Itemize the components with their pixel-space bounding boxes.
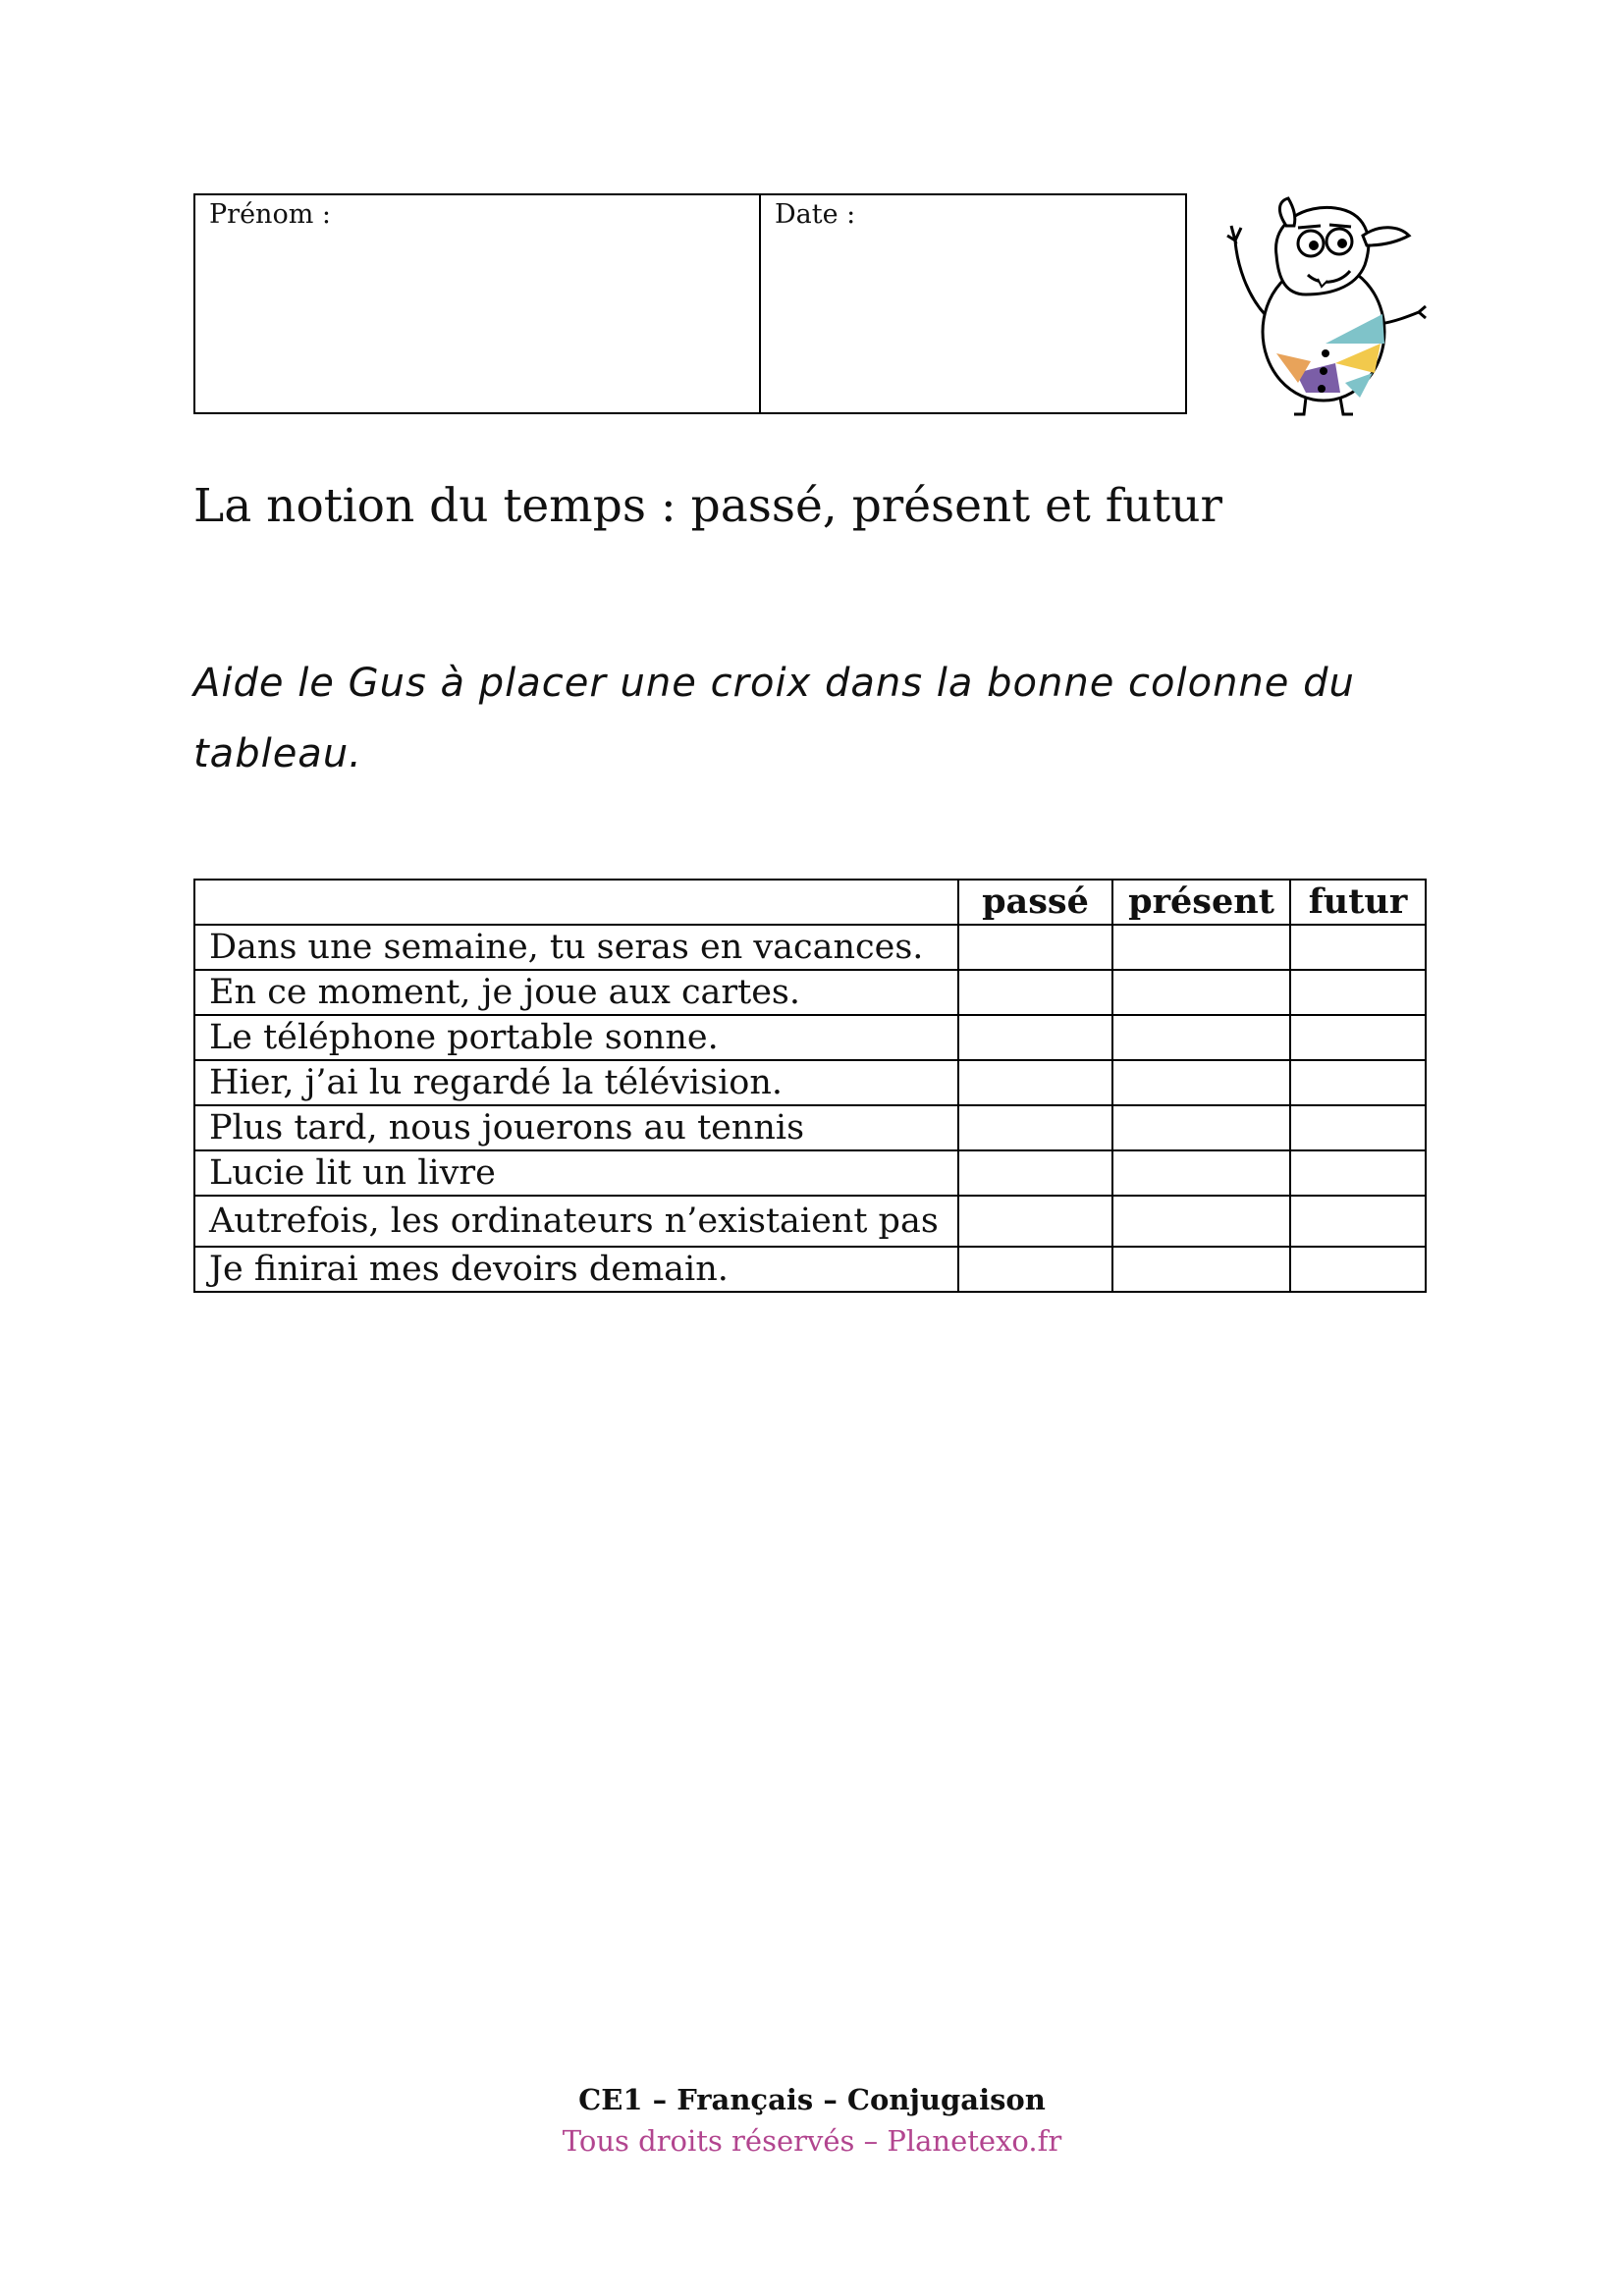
answer-cell-futur[interactable] <box>1290 1105 1426 1150</box>
answer-cell-passe[interactable] <box>958 925 1112 970</box>
answer-cell-futur[interactable] <box>1290 1015 1426 1060</box>
answer-cell-present[interactable] <box>1112 1150 1290 1196</box>
table-row <box>194 1150 1426 1196</box>
column-header-present: présent <box>1112 880 1290 925</box>
table-row <box>194 1015 1426 1060</box>
sentence-cell: Le téléphone portable sonne. <box>194 1015 958 1060</box>
answer-cell-present[interactable] <box>1112 1015 1290 1060</box>
answer-cell-passe[interactable] <box>958 1247 1112 1292</box>
answer-cell-passe[interactable] <box>958 1150 1112 1196</box>
table-row <box>194 1105 1426 1150</box>
table-row <box>194 1247 1426 1292</box>
column-header-futur: futur <box>1290 880 1426 925</box>
sentence-cell: Hier, j’ai lu regardé la télévision. <box>194 1060 958 1105</box>
table-row <box>194 1060 1426 1105</box>
table-header-row <box>194 880 1426 925</box>
sentence-cell: Dans une semaine, tu seras en vacances. <box>194 925 958 970</box>
sentence-cell: En ce moment, je joue aux cartes. <box>194 970 958 1015</box>
answer-cell-futur[interactable] <box>1290 1196 1426 1247</box>
table-row <box>194 970 1426 1015</box>
answer-cell-futur[interactable] <box>1290 1247 1426 1292</box>
answer-cell-present[interactable] <box>1112 925 1290 970</box>
footer-subject: CE1 – Français – Conjugaison <box>578 2083 1046 2116</box>
date-label: Date : <box>775 199 856 230</box>
sheep-mascot-icon <box>1218 196 1429 417</box>
answer-cell-present[interactable] <box>1112 1196 1290 1247</box>
exercise-table <box>193 879 1427 1293</box>
answer-cell-futur[interactable] <box>1290 1150 1426 1196</box>
answer-cell-futur[interactable] <box>1290 925 1426 970</box>
answer-cell-futur[interactable] <box>1290 970 1426 1015</box>
answer-cell-passe[interactable] <box>958 1105 1112 1150</box>
page-title: La notion du temps : passé, présent et futur <box>193 479 1223 533</box>
student-info-box <box>193 193 1187 414</box>
table-row <box>194 925 1426 970</box>
prenom-field[interactable] <box>195 195 761 412</box>
answer-cell-passe[interactable] <box>958 1196 1112 1247</box>
answer-cell-passe[interactable] <box>958 1015 1112 1060</box>
sentence-cell: Je finirai mes devoirs demain. <box>194 1247 958 1292</box>
table-row <box>194 1196 1426 1247</box>
date-field[interactable] <box>761 195 1185 412</box>
answer-cell-present[interactable] <box>1112 1247 1290 1292</box>
footer-copyright: Tous droits réservés – Planetexo.fr <box>562 2124 1062 2158</box>
answer-cell-present[interactable] <box>1112 1105 1290 1150</box>
sentence-cell: Autrefois, les ordinateurs n’existaient pas <box>194 1196 958 1247</box>
answer-cell-passe[interactable] <box>958 1060 1112 1105</box>
answer-cell-present[interactable] <box>1112 1060 1290 1105</box>
prenom-label: Prénom : <box>209 199 331 230</box>
sentence-cell: Lucie lit un livre <box>194 1150 958 1196</box>
answer-cell-futur[interactable] <box>1290 1060 1426 1105</box>
answer-cell-passe[interactable] <box>958 970 1112 1015</box>
answer-cell-present[interactable] <box>1112 970 1290 1015</box>
page-footer <box>0 2079 1624 2162</box>
sentence-cell: Plus tard, nous jouerons au tennis <box>194 1105 958 1150</box>
column-header-sentence <box>194 880 958 925</box>
column-header-passe: passé <box>958 880 1112 925</box>
instruction-text: Aide le Gus à placer une croix dans la bonne colonne du tableau. <box>193 661 1355 776</box>
